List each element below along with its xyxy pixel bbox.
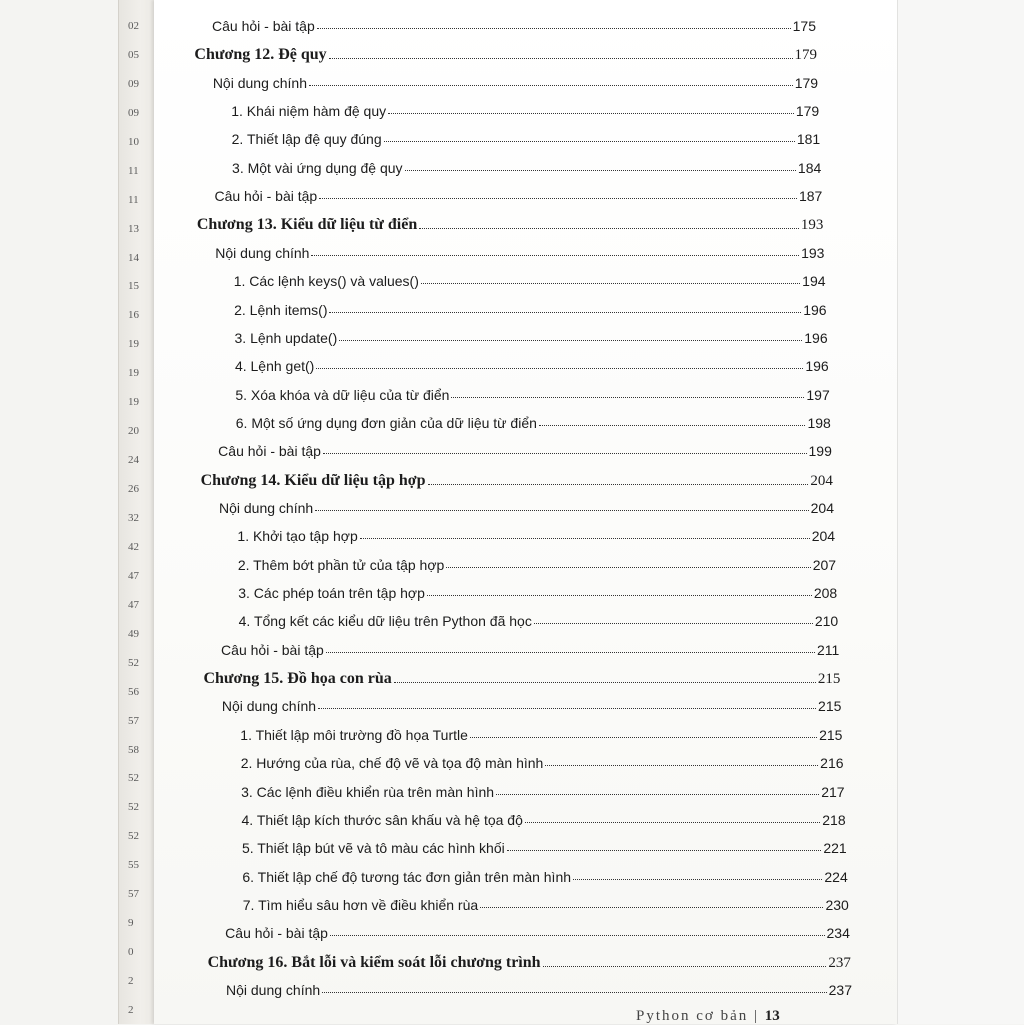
underlying-page-number: 2	[128, 1004, 134, 1016]
toc-entry-page-number: 221	[823, 840, 847, 857]
toc-entry-title: 2. Thêm bớt phần tử của tập hợp	[237, 556, 445, 573]
toc-chapter-entry	[201, 472, 833, 490]
toc-subsection-entry	[235, 330, 828, 346]
underlying-page-number: 09	[128, 106, 139, 119]
toc-subsection-entry	[235, 358, 829, 374]
underlying-page-number: 2	[128, 975, 134, 988]
dot-leader	[419, 228, 799, 229]
toc-subsection-entry	[238, 585, 837, 601]
toc-entry-page-number: 194	[802, 273, 826, 290]
toc-entry-page-number: 199	[808, 443, 832, 460]
dot-leader	[428, 484, 809, 485]
underlying-page-number: 47	[128, 598, 139, 611]
dot-leader	[470, 737, 817, 738]
toc-section-entry	[215, 245, 824, 261]
toc-entry-page-number: 179	[795, 103, 820, 120]
toc-section-entry	[214, 188, 822, 204]
toc-subsection-entry	[242, 840, 847, 856]
toc-entry-title: Nội dung chính	[212, 74, 307, 91]
toc-entry-page-number: 207	[812, 556, 837, 573]
toc-entry-page-number: 184	[797, 159, 822, 176]
toc-subsection-entry	[239, 613, 839, 629]
toc-entry-page-number: 196	[803, 301, 827, 318]
dot-leader	[311, 255, 799, 256]
dot-leader	[421, 283, 800, 284]
underlying-page-number: 19	[128, 338, 139, 351]
toc-entry-title: Nội dung chính	[226, 982, 321, 998]
dot-leader	[394, 682, 816, 683]
underlying-page-number: 02	[128, 20, 139, 32]
dot-leader	[339, 340, 802, 341]
underlying-page-number: 57	[128, 714, 139, 727]
dot-leader	[316, 368, 803, 369]
toc-entry-title: 3. Các phép toán trên tập hợp	[238, 585, 425, 602]
toc-entry-title: 3. Lệnh update()	[234, 329, 338, 346]
toc-subsection-entry	[242, 812, 846, 828]
dot-leader	[446, 567, 810, 568]
toc-entry-title: Chương 13. Kiểu dữ liệu từ điển	[196, 216, 418, 234]
dot-leader	[329, 312, 801, 313]
dot-leader	[326, 652, 815, 653]
footer-page-number: 13	[764, 1008, 780, 1024]
toc-entry-page-number: 208	[813, 585, 838, 602]
dot-leader	[318, 708, 816, 709]
toc-entry-title: Nội dung chính	[221, 698, 317, 715]
toc-entry-page-number: 237	[828, 954, 851, 971]
toc-section-entry	[212, 18, 816, 34]
toc-entry-page-number: 217	[821, 783, 845, 800]
dot-leader	[384, 141, 795, 142]
dot-leader	[539, 425, 806, 426]
dot-leader	[323, 453, 807, 454]
toc-section-entry	[226, 982, 852, 998]
toc-entry-title: 7. Tìm hiểu sâu hơn về điều khiển rùa	[242, 896, 479, 913]
toc-entry-page-number: 196	[805, 358, 829, 375]
toc-subsection-entry	[232, 131, 821, 147]
underlying-page-number: 11	[128, 193, 139, 206]
toc-entry-page-number: 211	[816, 641, 840, 658]
dot-leader	[545, 765, 818, 766]
toc-entry-page-number: 218	[822, 811, 846, 828]
toc-entry-title: Chương 15. Đồ họa con rùa	[203, 670, 392, 688]
toc-subsection-entry	[243, 897, 849, 913]
dot-leader	[480, 907, 823, 908]
toc-entry-title: 4. Thiết lập kích thước sân khấu và hệ tọa độ	[241, 811, 523, 828]
toc-subsection-entry	[234, 273, 826, 289]
toc-entry-page-number: 204	[811, 528, 836, 545]
toc-entry-page-number: 237	[828, 982, 852, 998]
toc-section-entry	[213, 75, 818, 91]
background-surface	[897, 0, 1024, 1024]
page-footer: Python cơ bản | 13	[636, 1008, 780, 1024]
dot-leader	[319, 198, 797, 199]
toc-entry-page-number: 187	[798, 188, 823, 205]
toc-subsection-entry	[237, 528, 835, 544]
dot-leader	[525, 822, 820, 823]
toc-entry-page-number: 179	[794, 74, 819, 91]
underlying-page-number: 49	[128, 627, 139, 640]
toc-entry-title: 6. Thiết lập chế độ tương tác đơn giản trên màn hình	[242, 868, 572, 885]
dot-leader	[405, 170, 796, 171]
toc-entry-title: 2. Thiết lập đệ quy đúng	[231, 131, 382, 148]
toc-entry-title: 3. Một vài ứng dụng đệ quy	[232, 159, 403, 176]
toc-entry-title: 1. Khởi tạo tập hợp	[237, 528, 358, 545]
underlying-page-number: 05	[128, 48, 139, 61]
toc-entry-title: 6. Một số ứng dụng đơn giản của dữ liệu từ điển	[235, 414, 537, 431]
toc-entry-page-number: 224	[824, 868, 848, 885]
toc-subsection-entry	[231, 103, 819, 119]
underlying-page-number: 19	[128, 367, 139, 380]
toc-entry-page-number: 181	[796, 131, 821, 148]
toc-entry-title: Câu hỏi - bài tập	[212, 18, 315, 34]
underlying-page-number: 58	[128, 743, 139, 756]
underlying-page-number: 09	[128, 77, 139, 90]
toc-entry-title: 3. Các lệnh điều khiển rùa trên màn hình	[241, 783, 495, 800]
toc-entry-title: Câu hỏi - bài tập	[218, 443, 321, 460]
dot-leader	[496, 794, 819, 795]
toc-entry-page-number: 204	[810, 500, 834, 516]
toc-entry-title: Chương 12. Đệ quy	[194, 46, 327, 64]
toc-entry-page-number: 175	[792, 18, 816, 34]
toc-entry-title: Chương 14. Kiểu dữ liệu tập hợp	[200, 471, 426, 489]
toc-entry-page-number: 179	[794, 47, 818, 64]
toc-entry-page-number: 215	[818, 698, 842, 715]
toc-entry-title: 4. Tổng kết các kiểu dữ liệu trên Python đã học	[238, 613, 532, 630]
toc-entry-page-number: 197	[806, 386, 830, 403]
toc-entry-title: 2. Hướng của rùa, chế độ vẽ và tọa độ màn hình	[240, 755, 544, 772]
underlying-page-number: 0	[128, 946, 134, 959]
toc-entry-page-number: 210	[814, 613, 839, 630]
toc-entry-title: Nội dung chính	[215, 244, 310, 261]
toc-chapter-entry	[197, 216, 824, 234]
toc-entry-title: 1. Khái niệm hàm đệ quy	[231, 103, 387, 120]
toc-entry-page-number: 196	[804, 329, 828, 346]
toc-subsection-entry	[242, 869, 847, 885]
footer-book-title: Python cơ bản	[636, 1008, 749, 1024]
dot-leader	[534, 623, 813, 624]
underlying-page-number: 56	[128, 685, 139, 698]
toc-chapter-entry	[208, 954, 851, 972]
toc-chapter-entry	[194, 46, 817, 64]
underlying-page-number: 52	[128, 656, 139, 669]
toc-chapter-entry	[203, 670, 840, 688]
dot-leader	[330, 935, 825, 936]
dot-leader	[388, 113, 794, 114]
dot-leader	[317, 28, 791, 29]
underlying-page-number: 26	[128, 483, 139, 496]
toc-entry-page-number: 215	[819, 726, 843, 743]
toc-entry-page-number: 193	[801, 244, 825, 261]
toc-entry-page-number: 230	[825, 896, 849, 913]
underlying-page-number: 20	[128, 425, 139, 438]
dot-leader	[573, 879, 822, 880]
toc-entry-title: Câu hỏi - bài tập	[221, 641, 324, 658]
underlying-page-number: 9	[128, 917, 134, 930]
toc-subsection-entry	[234, 302, 826, 318]
dot-leader	[329, 58, 793, 59]
toc-entry-page-number: 234	[826, 925, 850, 942]
toc-entry-title: 2. Lệnh items()	[234, 301, 328, 318]
underlying-page-number: 47	[128, 569, 139, 582]
toc-entry-page-number: 204	[810, 472, 833, 489]
toc-subsection-entry	[241, 784, 844, 800]
underlying-page-number: 15	[128, 280, 139, 293]
toc-entry-title: Câu hỏi - bài tập	[225, 925, 328, 942]
toc-subsection-entry	[232, 160, 821, 176]
toc-subsection-entry	[236, 415, 831, 431]
toc-entry-title: Chương 16. Bắt lỗi và kiểm soát lỗi chương trình	[207, 953, 541, 971]
dot-leader	[451, 397, 804, 398]
dot-leader	[360, 538, 810, 539]
underlying-page-number: 42	[128, 540, 139, 553]
underlying-page-number: 52	[128, 772, 139, 785]
underlying-page-number: 16	[128, 309, 139, 322]
toc-entry-title: 5. Xóa khóa và dữ liệu của từ điển	[235, 386, 450, 403]
underlying-page-number: 14	[128, 251, 139, 264]
toc-entry-page-number: 215	[817, 671, 841, 688]
underlying-page-number: 10	[128, 135, 139, 148]
dot-leader	[507, 850, 822, 851]
toc-entry-title: 4. Lệnh get()	[234, 358, 315, 375]
toc-section-entry	[222, 698, 842, 714]
toc-entry-page-number: 216	[820, 755, 844, 772]
underlying-page-number: 52	[128, 801, 139, 814]
toc-entry-title: 5. Thiết lập bút vẽ và tô màu các hình khối	[241, 840, 505, 857]
underlying-page-number: 19	[128, 396, 139, 409]
toc-subsection-entry	[235, 387, 829, 403]
underlying-page-number: 55	[128, 859, 139, 872]
toc-entry-title: 1. Các lệnh keys() và values()	[233, 273, 419, 290]
toc-section-entry	[218, 443, 832, 459]
toc-entry-title: Nội dung chính	[219, 500, 314, 516]
toc-entry-title: 1. Thiết lập môi trường đồ họa Turtle	[240, 726, 468, 743]
underlying-page-number: 11	[128, 164, 139, 177]
toc-entry-title: Câu hỏi - bài tập	[214, 188, 318, 205]
underlying-page-number: 32	[128, 512, 139, 524]
dot-leader	[309, 85, 793, 86]
toc-subsection-entry	[238, 557, 836, 573]
underlying-page-number: 13	[128, 222, 139, 235]
underlying-page-number: 24	[128, 454, 139, 467]
toc-section-entry	[219, 500, 834, 516]
dot-leader	[315, 510, 808, 511]
toc-entry-page-number: 198	[807, 414, 831, 431]
dot-leader	[322, 992, 826, 993]
dot-leader	[427, 595, 812, 596]
toc-section-entry	[225, 925, 850, 941]
toc-subsection-entry	[240, 727, 842, 743]
underlying-page-number: 57	[128, 888, 139, 901]
toc-subsection-entry	[241, 755, 844, 771]
underlying-page-number: 52	[128, 830, 139, 843]
dot-leader	[543, 966, 827, 967]
toc-entry-page-number: 193	[800, 217, 824, 234]
toc-section-entry	[221, 642, 839, 658]
